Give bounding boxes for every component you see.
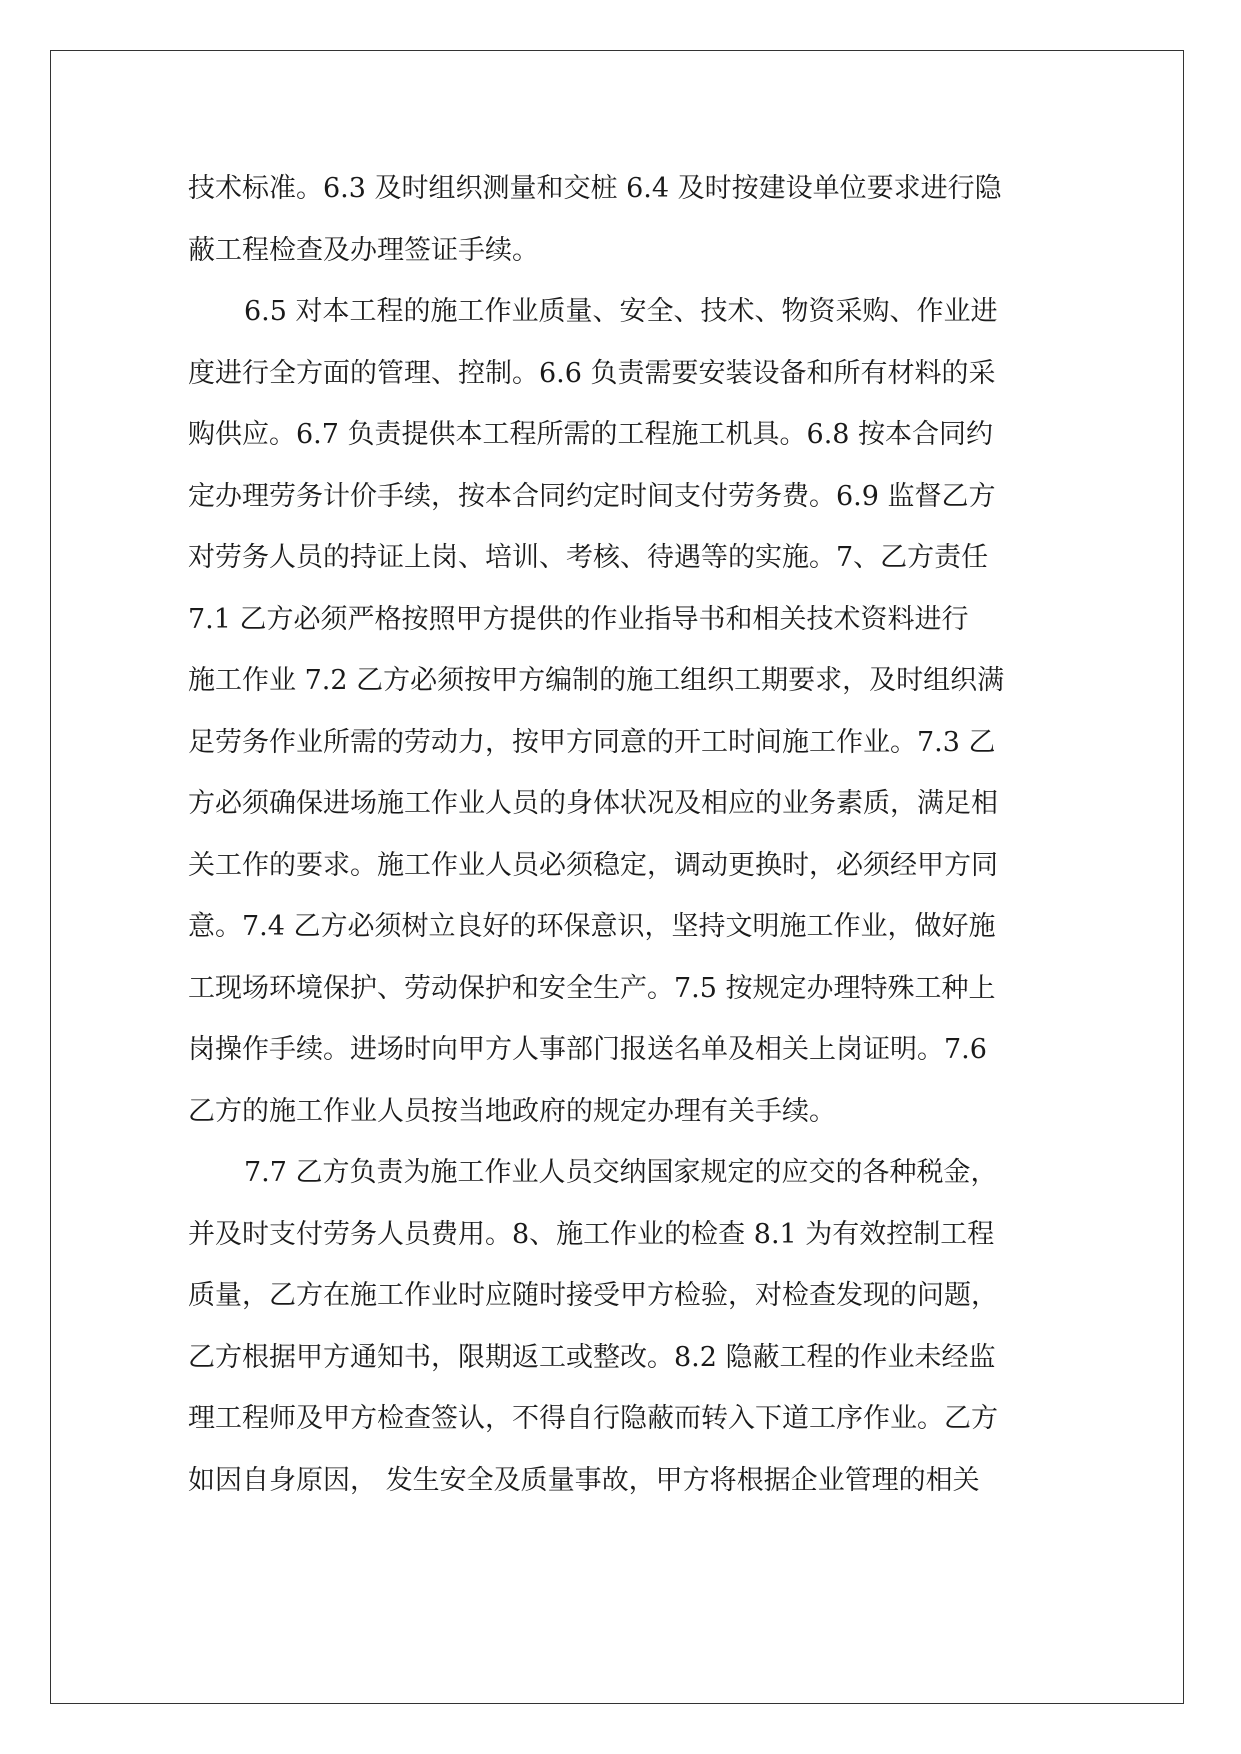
text-line: 关工作的要求。施工作业人员必须稳定，调动更换时，必须经甲方同 xyxy=(188,849,998,881)
text-line: 理工程师及甲方检查签认，不得自行隐蔽而转入下道工序作业。乙方 xyxy=(188,1403,998,1434)
text-line: 工现场环境保护、劳动保护和安全生产。7.5 按规定办理特殊工种上 xyxy=(188,972,996,1004)
text-line: 施工作业 7.2 乙方必须按甲方编制的施工组织工期要求，及时组织满 xyxy=(188,665,1005,696)
text-line: 蔽工程检查及办理签证手续。 xyxy=(188,234,539,266)
text-line: 如因自身原因， 发生安全及质量事故，甲方将根据企业管理的相关 xyxy=(188,1464,980,1496)
text-line: 并及时支付劳务人员费用。8、施工作业的检查 8.1 为有效控制工程 xyxy=(188,1218,995,1250)
text-line: 度进行全方面的管理、控制。6.6 负责需要安装设备和所有材料的采 xyxy=(188,357,996,389)
text-line: 质量，乙方在施工作业时应随时接受甲方检验，对检查发现的问题， xyxy=(188,1280,998,1311)
text-line: 方必须确保进场施工作业人员的身体状况及相应的业务素质，满足相 xyxy=(188,788,998,819)
text-line: 7.7 乙方负责为施工作业人员交纳国家规定的应交的各种税金， xyxy=(244,1157,998,1188)
text-line: 乙方的施工作业人员按当地政府的规定办理有关手续。 xyxy=(188,1095,836,1127)
text-line: 6.5 对本工程的施工作业质量、安全、技术、物资采购、作业进 xyxy=(244,296,998,327)
text-line: 意。7.4 乙方必须树立良好的环保意识，坚持文明施工作业，做好施 xyxy=(188,911,996,942)
text-line: 7.1 乙方必须严格按照甲方提供的作业指导书和相关技术资料进行 xyxy=(188,603,969,635)
text-line: 技术标准。6.3 及时组织测量和交桩 6.4 及时按建设单位要求进行隐 xyxy=(188,173,1002,204)
text-line: 对劳务人员的持证上岗、培训、考核、待遇等的实施。7、乙方责任 xyxy=(188,542,989,573)
text-line: 足劳务作业所需的劳动力，按甲方同意的开工时间施工作业。7.3 乙 xyxy=(188,726,996,758)
text-line: 购供应。6.7 负责提供本工程所需的工程施工机具。6.8 按本合同约 xyxy=(188,419,994,450)
text-line: 乙方根据甲方通知书，限期返工或整改。8.2 隐蔽工程的作业未经监 xyxy=(188,1341,996,1373)
text-line: 岗操作手续。进场时向甲方人事部门报送名单及相关上岗证明。7.6 xyxy=(188,1034,987,1065)
document-body xyxy=(188,158,1048,1511)
text-line: 定办理劳务计价手续，按本合同约定时间支付劳务费。6.9 监督乙方 xyxy=(188,480,996,512)
